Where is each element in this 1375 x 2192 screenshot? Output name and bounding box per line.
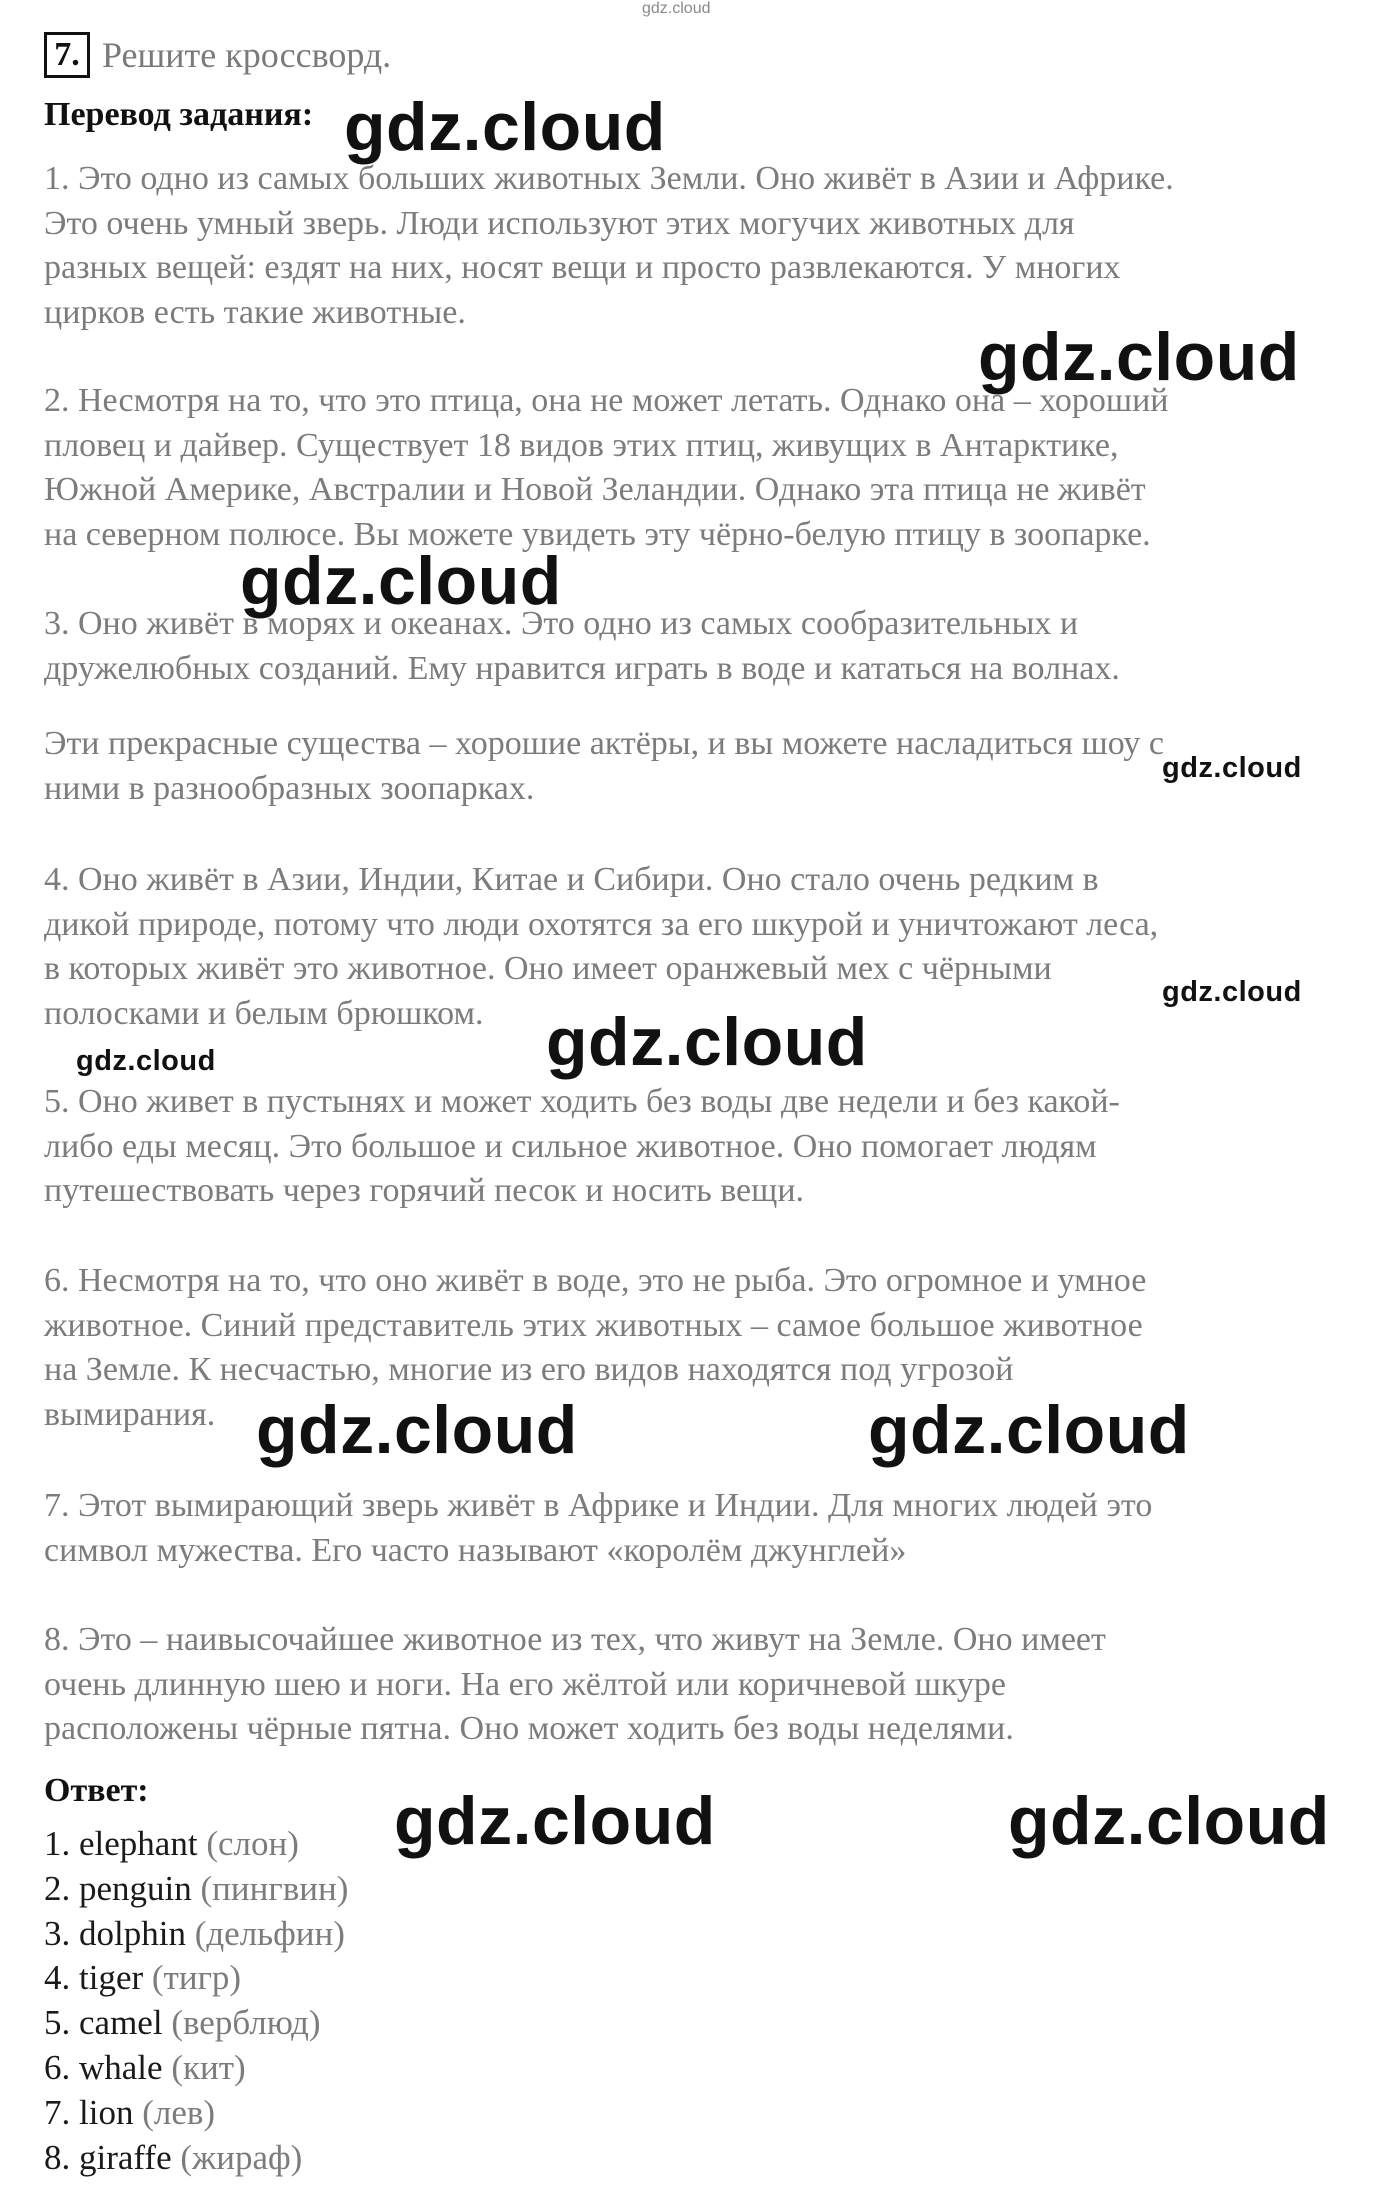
watermark: gdz.cloud [344, 89, 666, 165]
answer-translation: (тигр) [151, 1958, 242, 1998]
watermark: gdz.cloud [978, 319, 1300, 395]
translation-paragraph-4: 4. Оно живёт в Азии, Индии, Китае и Сибири. Оно стало очень редким в дикой природе, потому что люди охотятся за его шкурой и уничтожают леса, в которых живёт это животное. Оно имеет оранжевый мех с чёрными полосками и белым брюшком. [44, 861, 1159, 1032]
watermark: gdz.cloud [868, 1392, 1190, 1468]
answer-word: tiger [79, 1958, 144, 1998]
translation-paragraph-1: 1. Это одно из самых больших животных Земли. Оно живёт в Азии и Африке. Это очень умный зверь. Люди используют этих могучих животных для разных вещей: ездят на них, носят вещи и просто развлекаются. У многих цирков есть такие животные. [44, 160, 1174, 331]
answer-translation: (слон) [206, 1824, 299, 1863]
answer-word: penguin [79, 1868, 192, 1908]
task-number: 7. [44, 32, 90, 78]
answer-heading: Ответ: [44, 1772, 149, 1809]
answer-item [44, 1822, 348, 1867]
task-title: Решите кроссворд. [102, 35, 392, 75]
answer-number: 1. [44, 1824, 71, 1863]
answer-word: lion [79, 2092, 134, 2132]
watermark: gdz.cloud [76, 1045, 216, 1077]
answer-translation: (лев) [142, 2092, 216, 2132]
answer-item [44, 2001, 348, 2046]
answer-item [44, 2091, 348, 2136]
answer-word: camel [79, 2003, 163, 2043]
answer-translation: (пингвин) [200, 1868, 349, 1908]
task-header [44, 30, 391, 80]
answer-word: elephant [79, 1824, 198, 1863]
watermark: gdz.cloud [256, 1392, 578, 1468]
watermark: gdz.cloud [394, 1783, 716, 1859]
translation-paragraph-7: 7. Этот вымирающий зверь живёт в Африке и Индии. Для многих людей это символ мужества. Его часто называют «королём джунглей» [44, 1487, 1153, 1569]
answer-translation: (дельфин) [194, 1913, 345, 1953]
translation-paragraph-2: 2. Несмотря на то, что это птица, она не может летать. Однако она – хороший пловец и дайвер. Существует 18 видов этих птиц, живущих в Антарктике, Южной Америке, Австралии и Новой Зеландии. Однако эта птица не живёт на северном полюсе. Вы можете увидеть эту чёрно-белую птицу в зоопарке. [44, 382, 1169, 553]
answer-number: 7. [44, 2092, 71, 2132]
answer-list [44, 1822, 348, 2180]
answer-item [44, 1956, 348, 2001]
answer-number: 4. [44, 1958, 71, 1998]
answer-item [44, 1867, 348, 1912]
answer-number: 2. [44, 1868, 71, 1908]
translation-paragraph-3: 3. Оно живёт в морях и океанах. Это одно из самых сообразительных и дружелюбных созданий. Ему нравится играть в воде и кататься на волнах. [44, 605, 1120, 687]
answer-item [44, 2046, 348, 2091]
answer-number: 8. [44, 2137, 71, 2177]
translation-paragraph-6: 6. Несмотря на то, что оно живёт в воде, это не рыба. Это огромное и умное животное. Синий представитель этих животных – самое большое животное на Земле. К несчастью, многие из его видов находятся под угрозой вымирания. [44, 1262, 1147, 1433]
translation-heading: Перевод задания: [44, 96, 314, 133]
answer-number: 3. [44, 1913, 71, 1953]
watermark: gdz.cloud [1162, 976, 1302, 1008]
translation-paragraph-3-cont: Эти прекрасные существа – хорошие актёры, и вы можете насладиться шоу с ними в разнообразных зоопарках. [44, 725, 1164, 807]
watermark: gdz.cloud [546, 1004, 868, 1080]
answer-word: giraffe [79, 2137, 172, 2177]
watermark: gdz.cloud [1008, 1783, 1330, 1859]
answer-translation: (кит) [171, 2047, 246, 2087]
watermark: gdz.cloud [1162, 752, 1302, 784]
top-watermark: gdz.cloud [642, 0, 711, 17]
watermark: gdz.cloud [240, 543, 562, 619]
translation-paragraph-8: 8. Это – наивысочайшее животное из тех, что живут на Земле. Оно имеет очень длинную шею и ноги. На его жёлтой или коричневой шкуре расположены чёрные пятна. Оно может ходить без воды неделями. [44, 1621, 1106, 1747]
answer-word: dolphin [79, 1913, 186, 1953]
answer-item [44, 2136, 348, 2181]
answer-translation: (жираф) [180, 2137, 303, 2177]
answer-word: whale [79, 2047, 163, 2087]
answer-translation: (верблюд) [171, 2003, 321, 2043]
answer-item [44, 1912, 348, 1957]
translation-paragraph-5: 5. Оно живет в пустынях и может ходить без воды две недели и без какой- либо еды месяц. Это большое и сильное животное. Оно помогает людям путешествовать через горячий песок и носить вещи. [44, 1083, 1120, 1209]
answer-number: 5. [44, 2003, 71, 2043]
answer-number: 6. [44, 2047, 71, 2087]
